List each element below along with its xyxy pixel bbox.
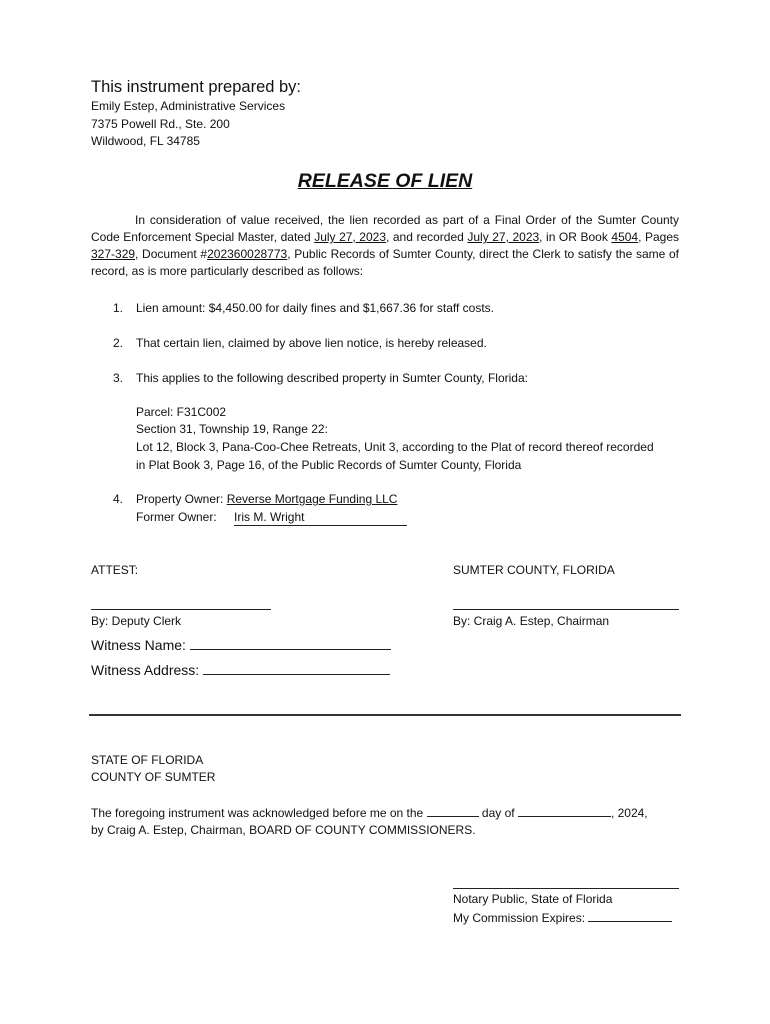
recorded-date: July 27, 2023 [467,230,540,244]
order-date: July 27, 2023 [314,230,386,244]
or-book-number: 4504 [611,230,639,244]
preparer-name: Emily Estep, Administrative Services [91,99,286,113]
page-range: 327-329 [91,247,136,261]
deputy-clerk-signature-line [91,609,271,610]
item-number-4: 4. [113,492,124,506]
acknowledgment-line1 [91,804,648,822]
notary-state: STATE OF FLORIDA [91,753,204,767]
item-number-2: 2. [113,336,124,350]
month-blank [518,804,611,817]
preparer-address-line1: 7375 Powell Rd., Ste. 200 [91,117,230,131]
ack-text: day of [481,806,515,820]
item-lien-released: That certain lien, claimed by above lien notice, is hereby released. [136,336,487,350]
item-number-3: 3. [113,371,124,385]
owner-name: Reverse Mortgage Funding LLC [226,492,398,506]
paragraph-text: , Pages [638,230,679,244]
chairman-signature-line [453,609,679,610]
witness-name-label: Witness Name: [91,637,186,653]
witness-address-field [91,662,390,678]
witness-name-blank [190,637,391,650]
notary-county: COUNTY OF SUMTER [91,770,216,784]
paragraph-text: In consideration of value received, the lien recorded as part of a Final Order of the Sumter County Code Enforcement Special Master, dated [91,213,679,244]
section-divider [89,714,681,716]
paragraph-text: , and recorded [386,230,468,244]
document-number: 202360028773 [207,247,288,261]
paragraph-text: , Public Records of Sumter County, direct the Clerk to satisfy the same of record, as is more particularly described as follows: [91,247,679,278]
deputy-clerk-label: By: Deputy Clerk [91,614,182,628]
parcel-id: Parcel: F31C002 [136,405,227,419]
section-township-range: Section 31, Township 19, Range 22: [136,422,328,436]
item-property-description: This applies to the following described property in Sumter County, Florida: [136,371,528,385]
witness-address-blank [203,662,390,675]
commission-expires-field [453,909,672,927]
attest-label: ATTEST: [91,563,139,577]
ack-year: , 2024, [610,806,648,820]
release-paragraph [91,212,679,280]
ack-text: The foregoing instrument was acknowledged before me on the [91,806,424,820]
day-blank [427,804,479,817]
preparer-heading: This instrument prepared by: [91,78,302,96]
item-number-1: 1. [113,301,124,315]
witness-address-label: Witness Address: [91,662,200,678]
document-title: RELEASE OF LIEN [297,170,473,192]
legal-description-line1: Lot 12, Block 3, Pana-Coo-Chee Retreats, Unit 3, according to the Plat of record thereof recorded [136,440,654,454]
county-label: SUMTER COUNTY, FLORIDA [453,563,615,577]
property-owner [136,491,397,508]
owner-label: Property Owner: [136,492,227,506]
notary-signature-line [453,888,679,889]
legal-description-line2: in Plat Book 3, Page 16, of the Public Records of Sumter County, Florida [136,458,522,472]
commission-expires-label: My Commission Expires: [453,911,586,925]
former-owner-label: Former Owner: [136,510,217,524]
paragraph-text: , in OR Book [539,230,612,244]
former-owner-name: Iris M. Wright [234,509,407,526]
notary-public-label: Notary Public, State of Florida [453,892,613,906]
item-lien-amount: Lien amount: $4,450.00 for daily fines and $1,667.36 for staff costs. [136,301,495,315]
acknowledgment-line2: by Craig A. Estep, Chairman, BOARD OF COUNTY COMMISSIONERS. [91,823,476,837]
witness-name-field [91,637,391,653]
commission-expires-blank [588,909,672,922]
paragraph-text: , Document # [135,247,208,261]
preparer-address-line2: Wildwood, FL 34785 [91,134,200,148]
chairman-label: By: Craig A. Estep, Chairman [453,614,610,628]
